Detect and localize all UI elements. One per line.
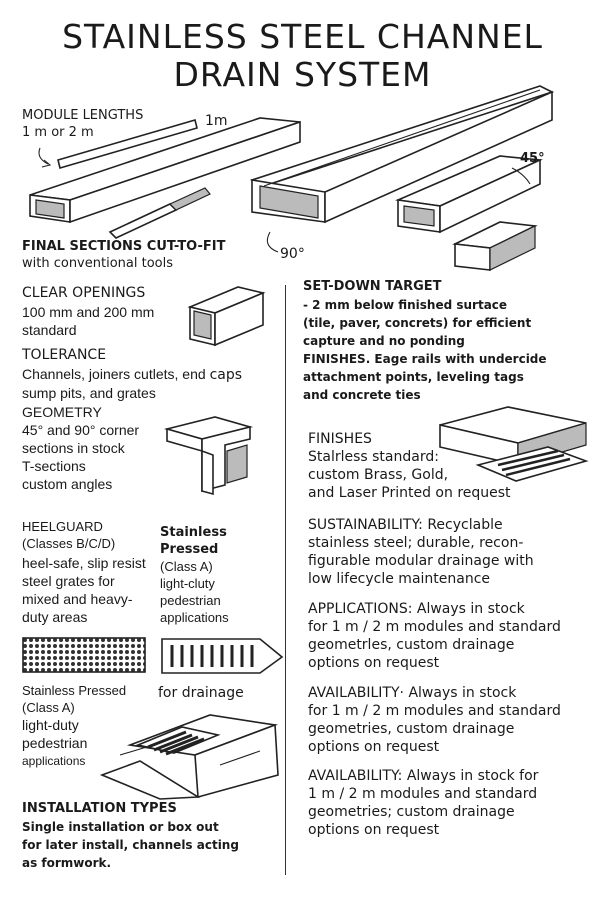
installation-types-block: INSTALLATION TYPES Single installation or box out for later install, channels acting as formwork. [22, 801, 239, 870]
t-section-illustration [165, 415, 255, 495]
module-1m-tag: 1m [205, 113, 228, 129]
module-lengths-label: MODULE LENGTHS 1 m or 2 m [22, 108, 144, 140]
availability-block-1: AVAILABILITY· Always in stock for 1 m / 2 m modules and standard geometries, custom drainage options on request [308, 685, 561, 755]
title-line-1: STAINLESS STEEL CHANNEL [62, 17, 543, 56]
tolerance-heading: TOLERANCE [22, 347, 107, 363]
title-line-2: DRAIN SYSTEM [173, 55, 432, 94]
heelguard-grate-illustration [22, 637, 147, 675]
set-down-target-block: SET-DOWN TARGET - 2 mm below finished surtace (tile, paver, concrets) for efficient capture and no ponding FINISHES. Eage rails with undercide attachment points, leveling tags and concrete ties [303, 279, 547, 402]
applications-block: APPLICATIONS: Always in stock for 1 m / 2 m modules and standard geometrles, custom drainage options on request [308, 601, 561, 671]
clear-openings-text: 100 mm and 200 mm standard [22, 304, 155, 338]
stainless-pressed-block: Stainless Pressed (Class A) light-cluty pedestrian applications [160, 525, 229, 625]
angle-90-label: 90° [280, 246, 305, 262]
slotted-grate-illustration [160, 637, 285, 677]
heelguard-block: HEELGUARD (Classes B/C/D) heel-safe, slip resist steel grates for mixed and heavy- duty areas [22, 519, 146, 625]
sustainability-block: SUSTAINABILITY: Recyclable stainless steel; durable, recon- figurable modular drainage with low lifecycle maintenance [308, 517, 534, 587]
tolerance-text: Channels, joiners cutlets, end caps sump pits, and grates [22, 366, 243, 401]
end-cap-illustration [188, 285, 268, 345]
finishes-block: FINISHES Stalrless standard: custom Brass, Gold, and Laser Printed on request [308, 431, 511, 501]
availability-block-2: AVAILABILITY: Always in stock for 1 m / 2 m modules and standard geometries; custom drainage options on request [308, 768, 539, 838]
stainless-pressed-light-block: Stainless Pressed (Class A) light-duty pedestrian applications [22, 683, 127, 768]
final-sections-text: FINAL SECTIONS CUT-TO-FIT with conventional tools [22, 239, 226, 271]
column-divider [285, 285, 286, 875]
geometry-text: GEOMETRY 45° and 90° corner sections in stock T-sections custom angles [22, 404, 140, 492]
installation-illustration [100, 705, 280, 800]
for-drainage-label: for drainage [158, 685, 244, 701]
angle-45-label: 45° [520, 151, 545, 166]
clear-openings-heading: CLEAR OPENINGS [22, 285, 146, 301]
